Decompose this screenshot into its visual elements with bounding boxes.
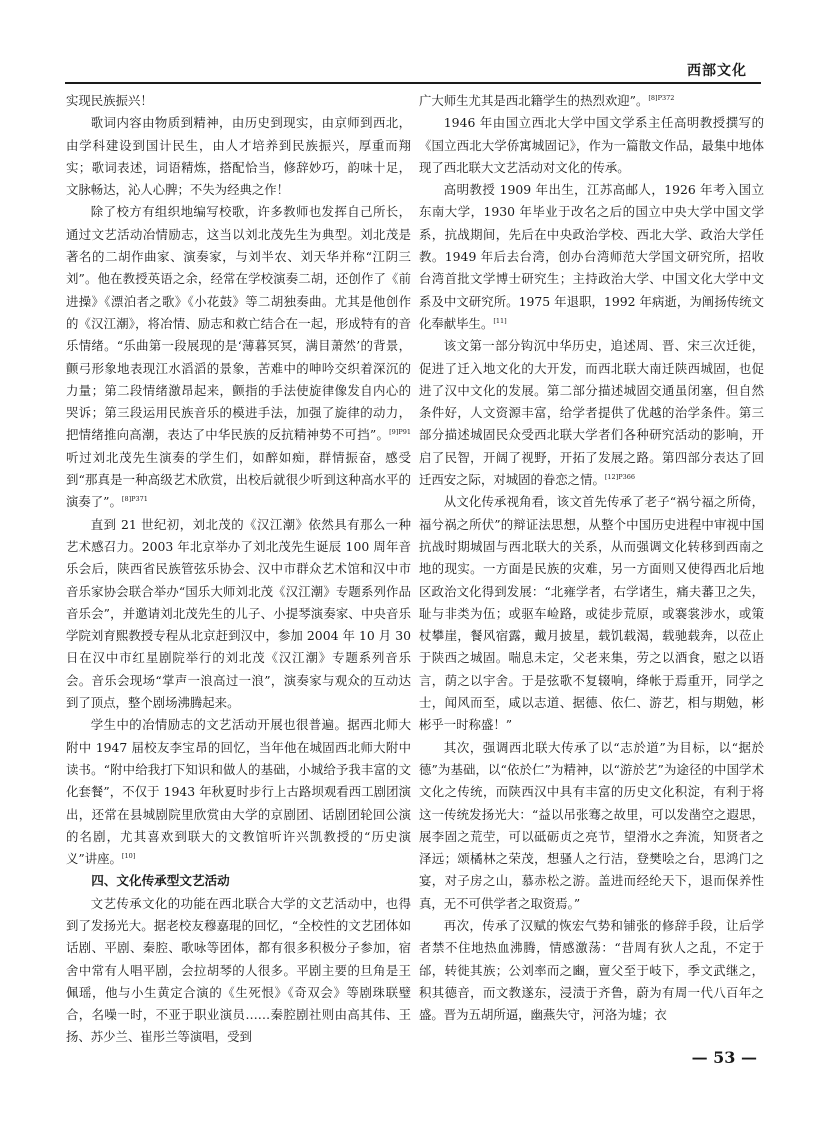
citation-marker: [10] (121, 851, 136, 860)
page-number: — 53 — (691, 1048, 757, 1067)
paragraph (66, 90, 411, 112)
paragraph (419, 179, 764, 335)
paragraph-text: 歌词内容由物质到精神，由历史到现实，由京师到西北，由学科建设到国计民生，由人才培养到民族振兴，厚重而翔实；歌词表述，词语精炼，搭配恰当，修辞妙巧，韵味十足，文脉畅达，沁人心脾；不失为经典之作！ (66, 115, 411, 198)
left-column (66, 90, 411, 1048)
paragraph-text: 除了校方有组织地编写校歌，许多教师也发挥自己所长，通过文艺活动冶情励志，这当以刘北茂先生为典型。刘北茂是著名的二胡作曲家、演奏家，与刘半农、刘天华并称“江阴三刘”。他在教授英语之余，经常在学校演奏二胡，还创作了《前进操》《漂泊者之歌》《小花鼓》等二胡独奏曲。尤其是他创作的《汉江潮》，将冶情、励志和救亡结合在一起，形成特有的音乐情绪。“乐曲第一段展现的是‘薄暮冥冥，满目萧然’的背景，颤弓形象地表现江水滔滔的景象，苦难中的呻吟交织着深沉的力量；第二段情绪激昂起来，颤指的手法使旋律像发自内心的哭诉；第三段运用民族音乐的模进手法，加强了旋律的动力，把情绪推向高潮，表达了中华民族的反抗精神势不可挡”。 (66, 204, 411, 443)
paragraph (66, 112, 411, 201)
section-title: 西部文化 (687, 63, 747, 79)
citation-marker: [12]P366 (604, 472, 635, 481)
paragraph (419, 737, 764, 915)
paragraph-text: 该文第一部分钩沉中华历史，追述周、晋、宋三次迁徙，促进了迁入地文化的大开发，而西北联大南迁陕西城固，也促进了汉中文化的发展。第二部分描述城固交通虽闭塞，但自然条件好，人文资源丰富，给学者提供了优越的治学条件。第三部分描述城固民众受西北联大学者们各种研究活动的影响，开启了民智，开阔了视野，开拓了发展之路。第四部分表达了回迁西安之际，对城固的眷恋之情。 (419, 338, 764, 488)
paragraph (419, 90, 764, 112)
paragraph-text: 直到 21 世纪初，刘北茂的《汉江潮》依然具有那么一种艺术感召力。2003 年北京举办了刘北茂先生诞辰 100 周年音乐会后，陕西省民族管弦乐协会、汉中市群众艺术馆和汉中市音乐家协会联合举办“国乐大师刘北茂《汉江潮》专题系列作品音乐会”，并邀请刘北茂先生的儿子、小提琴演奏家、中央音乐学院刘育熙教授专程从北京赶到汉中，参加 2004 年 10 月 30 日在汉中市红星剧院举行的刘北茂《汉江潮》专题系列音乐会。音乐会现场“掌声一浪高过一浪”，演奏家与观众的互动达到了顶点，整个剧场沸腾起来。 (66, 516, 411, 711)
paragraph (419, 915, 764, 1026)
citation-marker: [11] (493, 316, 507, 325)
paragraph-text: 其次，强调西北联大传承了以“志於道”为目标，以“据於德”为基础，以“依於仁”为精神，以“游於艺”为途径的中国学术文化之传统，而陕西汉中具有丰富的历史文化积淀，有利于将这一传统发扬光大：“益以吊张骞之故里，可以发凿空之遐思，展李固之荒茔，可以砥砺贞之亮节，望滑水之奔流，知贤者之泽远；颂橘林之荣茂，想骚人之行洁，登樊哙之台，思鸿门之宴，对子房之山，慕赤松之游。盖进而经纶天下，退而保养性真，无不可供学者之取资焉。” (419, 739, 764, 911)
paragraph-text: 四、文化传承型文艺活动 (91, 873, 230, 889)
paragraph-text: 再次，传承了汉赋的恢宏气势和铺张的修辞手段，让后学者禁不住地热血沸腾，情感激荡：“昔周有狄人之乱，不定于邰，转徙其族；公刘率而之豳，亶父至于岐下，季文武继之，积其德音，而文教遂东，浸渍于齐鲁，蔚为有周一代八百年之盛。晋为五胡所逼，幽燕失守，河洛为墟；衣 (419, 917, 764, 1023)
citation-marker: [9]P91 (389, 428, 411, 437)
paragraph (66, 514, 411, 715)
header-rule (65, 82, 761, 84)
right-column (419, 90, 764, 1048)
paragraph (66, 201, 411, 513)
paragraph (419, 112, 764, 179)
citation-marker: [8]P371 (121, 495, 148, 504)
paragraph-text: 从文化传承视角看，该文首先传承了老子“祸兮福之所倚，福兮祸之所伏”的辩证法思想，从整个中国历史进程中审视中国抗战时期城固与西北联大的关系，从而强调文化转移到西南之地的现实。一方面是民族的灾难，另一方面则又使得西北后地区政治文化得到发展：“北雍学者，右学诸生，痛夫蕃卫之失，耻与非类为伍；或驱车崄路，或徒步荒原，或褰裳涉水，或策杖攀崖，餐风宿露，戴月披星，载饥载渴，载驰载奔，以莅止于陕西之城固。喘息未定，父老来集，劳之以酒食，慰之以语言，荫之以宇舍。于是弦歌不复辍响，绛帐于焉重开，同学之士，闻风而至，咸以志道、据德、依仁、游艺，相与期勉，彬彬乎一时称盛！” (419, 494, 764, 733)
paragraph-text: 学生中的冶情励志的文艺活动开展也很普遍。据西北师大附中 1947 届校友李宝昂的回忆，当年他在城固西北师大附中读书。“附中给我打下知识和做人的基础，小城给予我丰富的文化套餐”，不仅于 1943 年秋夏时步行上古路坝观看西工剧团演出，还常在县城剧院里欣赏由大学的京剧团、话剧团轮回公演的名剧，尤其喜欢到联大的文教馆听许兴凯教授的“历史演义”讲座。 (66, 717, 411, 867)
paragraph-text: 1946 年由国立西北大学中国文学系主任高明教授撰写的《国立西北大学侨寓城固记》，作为一篇散文作品，最集中地体现了西北联大文艺活动对文化的传承。 (419, 115, 764, 175)
paragraph-text: 听过刘北茂先生演奏的学生们，如醉如痴，群情振奋，感受到“那真是一种高级艺术欣赏，出校后就很少听到这种高水平的演奏了”。 (66, 449, 411, 510)
paragraph (66, 714, 411, 870)
paragraph (419, 335, 764, 491)
citation-marker: [8]P372 (648, 93, 675, 102)
paragraph-text: 广大师生尤其是西北籍学生的热烈欢迎”。 (419, 93, 649, 108)
paragraph (419, 491, 764, 736)
paragraph-text: 实现民族振兴！ (66, 93, 153, 108)
paragraph (66, 893, 411, 1048)
section-heading (66, 870, 411, 892)
paragraph-text: 文艺传承文化的功能在西北联合大学的文艺活动中，也得到了发扬光大。据老校友穆嘉琨的回忆，“全校性的文艺团体如话剧、平剧、秦腔、歌咏等团体，都有很多积极分子参加，宿舍中常有人唱平剧，会拉胡琴的人很多。平剧主要的旦角是王佩瑶，他与小生黄定合演的《生死恨》《奇双会》等剧珠联璧合，名噪一时，不亚于职业演员……秦腔剧社则由高其伟、王扬、苏少兰、崔彤兰等演唱，受到 (66, 895, 411, 1045)
paragraph-text: 高明教授 1909 年出生，江苏高邮人，1926 年考入国立东南大学，1930 年毕业于改名之后的国立中央大学中国文学系，抗战期间，先后在中央政治学校、西北大学、政治大学任教。1949 年后去台湾，创办台湾师范大学国文研究所，招收台湾首批文学博士研究生；主持政治大学、中国文化大学中文系及中文研究所。1975 年退职，1992 年病逝，为阐扬传统文化奉献毕生。 (419, 182, 764, 331)
